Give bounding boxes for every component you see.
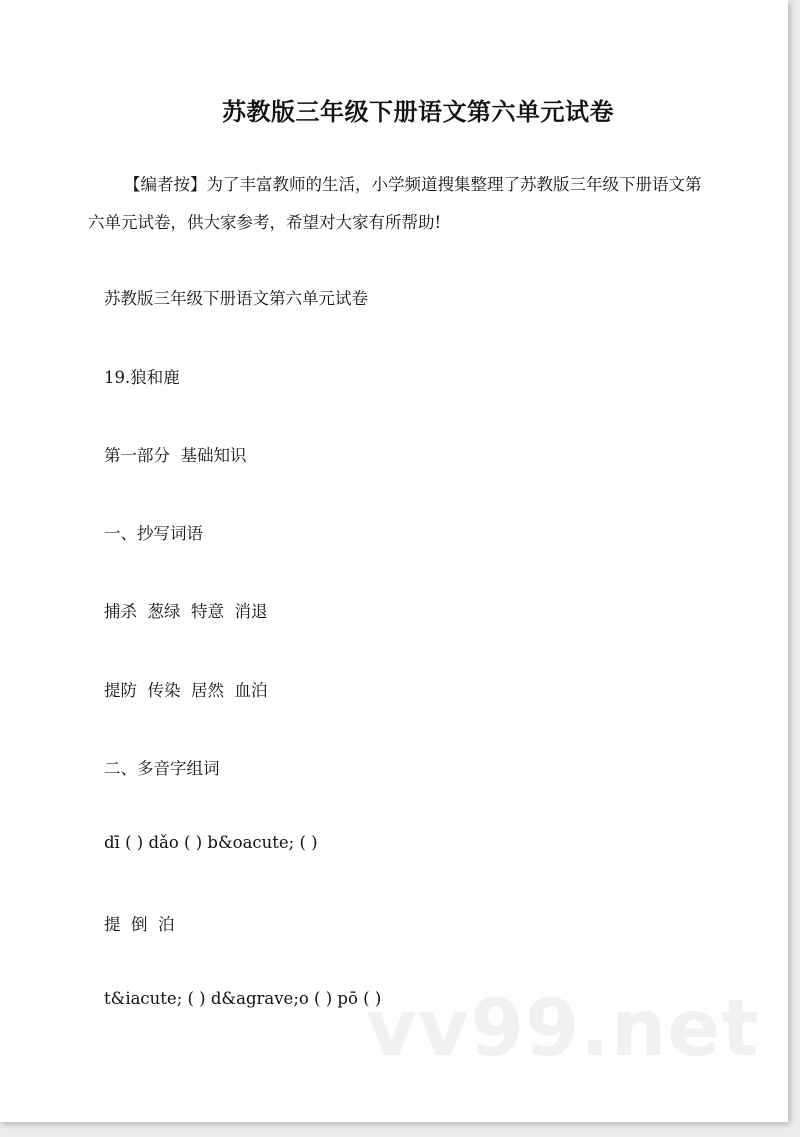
editor-note: 【编者按】为了丰富教师的生活，小学频道搜集整理了苏教版三年级下册语文第六单元试卷，供大家参考，希望对大家有所帮助! bbox=[88, 175, 702, 232]
watermark-text: vv99.net bbox=[366, 984, 760, 1074]
word-list: 提防 传染 居然 血泊 bbox=[104, 681, 268, 700]
document-title: 苏教版三年级下册语文第六单元试卷 bbox=[222, 98, 614, 126]
question-title: 一、抄写词语 bbox=[104, 524, 203, 543]
character-line: 提 倒 泊 bbox=[104, 915, 175, 934]
section-title: 第一部分 基础知识 bbox=[104, 446, 247, 465]
pinyin-line: t&iacute; ( ) d&agrave;o ( ) pō ( ) bbox=[104, 989, 382, 1008]
question-title: 二、多音字组词 bbox=[104, 759, 220, 778]
word-list: 捕杀 葱绿 特意 消退 bbox=[104, 602, 268, 621]
paragraph-heading: 苏教版三年级下册语文第六单元试卷 bbox=[104, 289, 368, 308]
pinyin-line: dī ( ) dǎo ( ) b&oacute; ( ) bbox=[104, 833, 318, 852]
lesson-title: 19.狼和鹿 bbox=[104, 368, 180, 387]
